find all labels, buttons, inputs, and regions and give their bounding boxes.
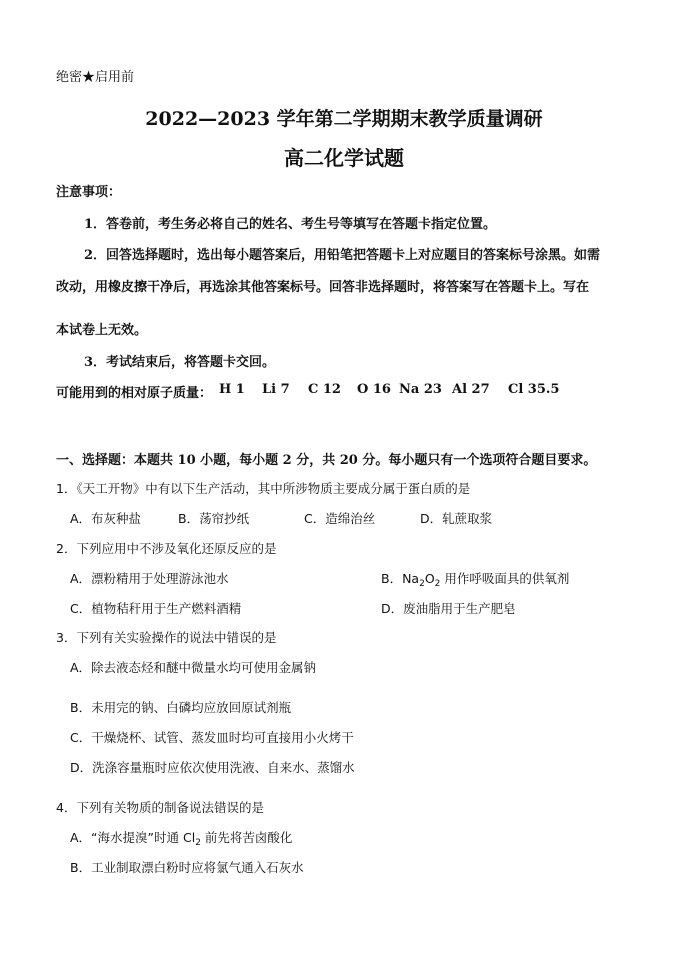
question-2-option-b: B．$Na_2O_2$ 用作呼吸面具的供氧剂: [381, 571, 570, 589]
atomic-mass-o: O 16: [357, 382, 391, 397]
question-4-option-a: A．“海水提溴”时通 $Cl_2$ 前先将苦卤酸化: [70, 830, 293, 848]
question-3-option-a: A．除去液态烃和醚中微量水均可使用金属钠: [70, 660, 317, 675]
atomic-mass-label: 可能用到的相对原子质量：: [56, 386, 213, 401]
question-3-option-c: C．干燥烧杯、试管、蒸发皿时均可直接用小火烤干: [70, 730, 354, 745]
atomic-mass-al: Al 27: [452, 382, 490, 397]
atomic-mass-c: C 12: [308, 382, 341, 397]
exam-title: 2022—2023 学年第二学期期末教学质量调研: [145, 108, 543, 130]
question-1-option-b: B．荡帘抄纸: [178, 511, 250, 526]
notice-item-3: 3．考试结束后，将答题卡交回。: [84, 355, 276, 370]
atomic-mass-line: [56, 382, 560, 401]
question-1-option-c: C．造绵治丝: [304, 511, 376, 526]
question-2-stem: 2．下列应用中不涉及氧化还原反应的是: [56, 541, 277, 556]
atomic-mass-cl: Cl 35.5: [508, 382, 560, 397]
notice-item-2-line1: 2．回答选择题时，选出每小题答案后，用铅笔把答题卡上对应题目的答案标号涂黑。如需: [84, 248, 601, 263]
notice-heading: 注意事项：: [56, 185, 122, 200]
section-1-heading: 一、选择题：本题共 10 小题，每小题 2 分，共 20 分。每小题只有一个选项符合题目要求。: [56, 453, 597, 468]
question-2-option-a: A．漂粉精用于处理游泳池水: [70, 571, 229, 586]
question-2-option-d: D．废油脂用于生产肥皂: [381, 601, 516, 616]
question-1-stem: 1．《天工开物》中有以下生产活动，其中所涉物质主要成分属于蛋白质的是: [56, 481, 471, 496]
notice-item-1: 1．答卷前，考生务必将自己的姓名、考生号等填写在答题卡指定位置。: [84, 217, 497, 232]
atomic-mass-h: H 1: [219, 382, 245, 397]
atomic-mass-li: Li 7: [262, 382, 290, 397]
notice-item-2-line3: 本试卷上无效。: [56, 323, 148, 338]
question-3-option-d: D．洗涤容量瓶时应依次使用洗液、自来水、蒸馏水: [70, 760, 355, 775]
question-2-option-c: C．植物秸秆用于生产燃料酒精: [70, 601, 242, 616]
question-3-option-b: B．未用完的钠、白磷均应放回原试剂瓶: [70, 700, 292, 715]
notice-item-2-line2: 改动，用橡皮擦干净后，再选涂其他答案标号。回答非选择题时，将答案写在答题卡上。写在: [56, 280, 590, 295]
question-1-option-d: D．轧蔗取浆: [420, 511, 493, 526]
question-4-stem: 4．下列有关物质的制备说法错误的是: [56, 800, 264, 815]
atomic-mass-na: Na 23: [399, 382, 442, 397]
confidential-mark: 绝密★启用前: [56, 70, 135, 85]
question-4-option-b: B．工业制取漂白粉时应将氯气通入石灰水: [70, 860, 304, 875]
question-3-stem: 3．下列有关实验操作的说法中错误的是: [56, 630, 277, 645]
exam-subtitle: 高二化学试题: [284, 146, 404, 170]
question-1-option-a: A．布灰种盐: [70, 511, 142, 526]
